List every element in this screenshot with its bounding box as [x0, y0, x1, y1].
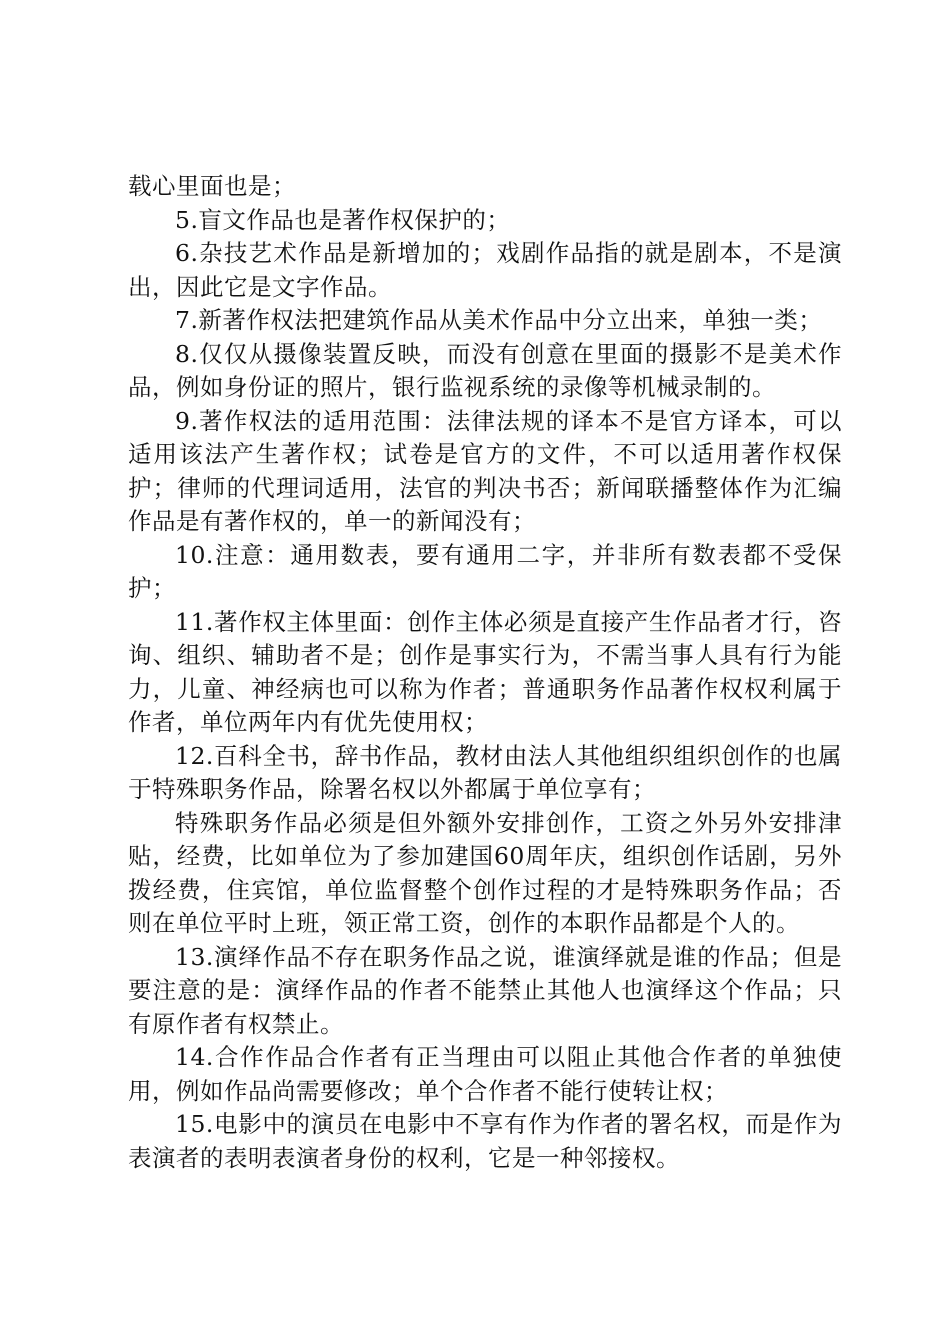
paragraph-item-9: 9.著作权法的适用范围：法律法规的译本不是官方译本，可以适用该法产生著作权；试卷是官方的文件，不可以适用著作权保护；律师的代理词适用，法官的判决书否；新闻联播整体作为汇编作品是有著作权的，单一的新闻没有； — [128, 406, 842, 535]
paragraph-item-6: 6.杂技艺术作品是新增加的；戏剧作品指的就是剧本，不是演出，因此它是文字作品。 — [128, 239, 842, 301]
paragraph-item-12: 12.百科全书，辞书作品，教材由法人其他组织组织创作的也属于特殊职务作品，除署名权以外都属于单位享有； — [128, 741, 842, 803]
paragraph-item-11: 11.著作权主体里面：创作主体必须是直接产生作品者才行，咨询、组织、辅助者不是；创作是事实行为，不需当事人具有行为能力，儿童、神经病也可以称为作者；普通职务作品著作权权利属于作者，单位两年内有优先使用权； — [128, 607, 842, 736]
paragraph-item-7: 7.新著作权法把建筑作品从美术作品中分立出来，单独一类； — [175, 306, 823, 334]
paragraph-continuation: 载心里面也是； — [128, 172, 296, 200]
paragraph-special-duty-works: 特殊职务作品必须是但外额外安排创作，工资之外另外安排津贴，经费，比如单位为了参加建国60周年庆，组织创作话剧，另外拨经费，住宾馆，单位监督整个创作过程的才是特殊职务作品；否则在单位平时上班，领正常工资，创作的本职作品都是个人的。 — [128, 808, 842, 937]
document-body — [128, 170, 842, 1175]
paragraph-item-5: 5.盲文作品也是著作权保护的； — [175, 205, 511, 234]
paragraph-item-14: 14.合作作品合作者有正当理由可以阻止其他合作者的单独使用，例如作品尚需要修改；单个合作者不能行使转让权； — [128, 1043, 842, 1105]
paragraph-item-8: 8.仅仅从摄像装置反映，而没有创意在里面的摄影不是美术作品，例如身份证的照片，银行监视系统的录像等机械录制的。 — [128, 339, 842, 401]
paragraph-item-10: 10.注意：通用数表，要有通用二字，并非所有数表都不受保护； — [128, 540, 842, 602]
paragraph-item-15: 15.电影中的演员在电影中不享有作为作者的署名权，而是作为表演者的表明表演者身份的权利，它是一种邻接权。 — [128, 1110, 842, 1172]
paragraph-item-13: 13.演绎作品不存在职务作品之说，谁演绎就是谁的作品；但是要注意的是：演绎作品的作者不能禁止其他人也演绎这个作品；只有原作者有权禁止。 — [128, 942, 842, 1038]
